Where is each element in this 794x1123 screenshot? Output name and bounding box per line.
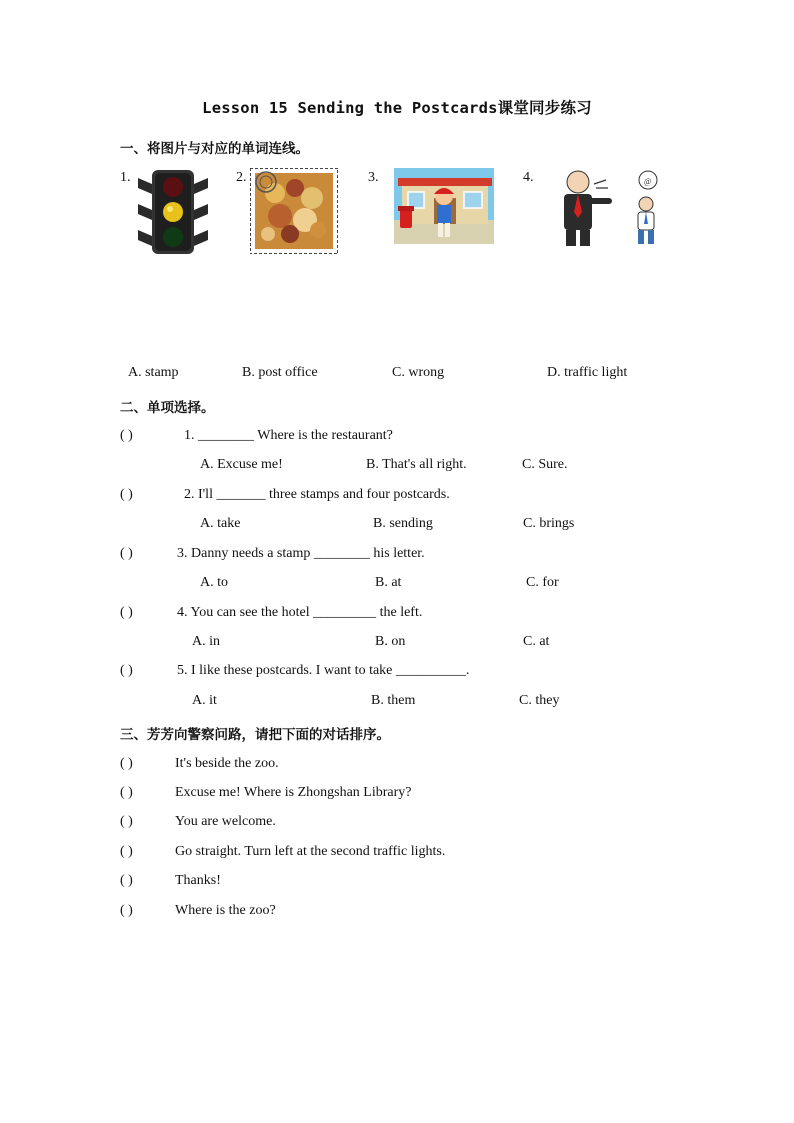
picture-label-4: 4. (523, 170, 534, 185)
word-option-c: C. wrong (392, 365, 445, 380)
dialogue-line-4: Go straight. Turn left at the second traffic lights. (175, 844, 446, 859)
q3-option-a: A. to (200, 575, 228, 590)
q1-option-b: B. That's all right. (366, 457, 467, 472)
answer-paren-q1[interactable]: ( ) (120, 428, 133, 443)
answer-paren-q4[interactable]: ( ) (120, 605, 133, 620)
dialogue-line-3: You are welcome. (175, 814, 276, 829)
argument-icon (552, 168, 662, 248)
post-office-icon (394, 168, 494, 244)
answer-paren-q3[interactable]: ( ) (120, 546, 133, 561)
svg-text:@: @ (644, 177, 652, 186)
section1-heading: 一、将图片与对应的单词连线。 (120, 141, 309, 157)
section3-heading: 三、芳芳向警察问路，请把下面的对话排序。 (120, 727, 390, 743)
q5-option-c: C. they (519, 693, 560, 708)
traffic-light-icon (136, 170, 210, 254)
question-1: 1. ________ Where is the restaurant? (184, 428, 393, 443)
dialogue-line-5: Thanks! (175, 873, 221, 888)
picture-label-1: 1. (120, 170, 131, 185)
dialogue-line-6: Where is the zoo? (175, 903, 276, 918)
q2-option-a: A. take (200, 516, 241, 531)
q4-option-a: A. in (192, 634, 220, 649)
q4-option-b: B. on (375, 634, 406, 649)
picture-label-2: 2. (236, 170, 247, 185)
answer-paren-q2[interactable]: ( ) (120, 487, 133, 502)
question-2: 2. I'll _______ three stamps and four postcards. (184, 487, 450, 502)
q4-option-c: C. at (523, 634, 550, 649)
answer-paren-q5[interactable]: ( ) (120, 663, 133, 678)
question-3: 3. Danny needs a stamp ________ his letter. (177, 546, 425, 561)
q2-option-c: C. brings (523, 516, 575, 531)
section2-heading: 二、单项选择。 (120, 400, 215, 416)
word-option-a: A. stamp (128, 365, 179, 380)
question-5: 5. I like these postcards. I want to take __________. (177, 663, 470, 678)
q5-option-b: B. them (371, 693, 416, 708)
dialogue-line-1: It's beside the zoo. (175, 756, 279, 771)
page-title: Lesson 15 Sending the Postcards课堂同步练习 (202, 99, 592, 117)
q1-option-c: C. Sure. (522, 457, 568, 472)
order-paren-3[interactable]: ( ) (120, 814, 133, 829)
picture-label-3: 3. (368, 170, 379, 185)
order-paren-1[interactable]: ( ) (120, 756, 133, 771)
question-4: 4. You can see the hotel _________ the left. (177, 605, 423, 620)
q5-option-a: A. it (192, 693, 217, 708)
q3-option-c: C. for (526, 575, 559, 590)
dialogue-line-2: Excuse me! Where is Zhongshan Library? (175, 785, 412, 800)
word-option-b: B. post office (242, 365, 318, 380)
stamp-icon (250, 168, 338, 254)
order-paren-5[interactable]: ( ) (120, 873, 133, 888)
q2-option-b: B. sending (373, 516, 433, 531)
word-option-d: D. traffic light (547, 365, 628, 380)
order-paren-4[interactable]: ( ) (120, 844, 133, 859)
order-paren-6[interactable]: ( ) (120, 903, 133, 918)
q3-option-b: B. at (375, 575, 402, 590)
q1-option-a: A. Excuse me! (200, 457, 283, 472)
order-paren-2[interactable]: ( ) (120, 785, 133, 800)
